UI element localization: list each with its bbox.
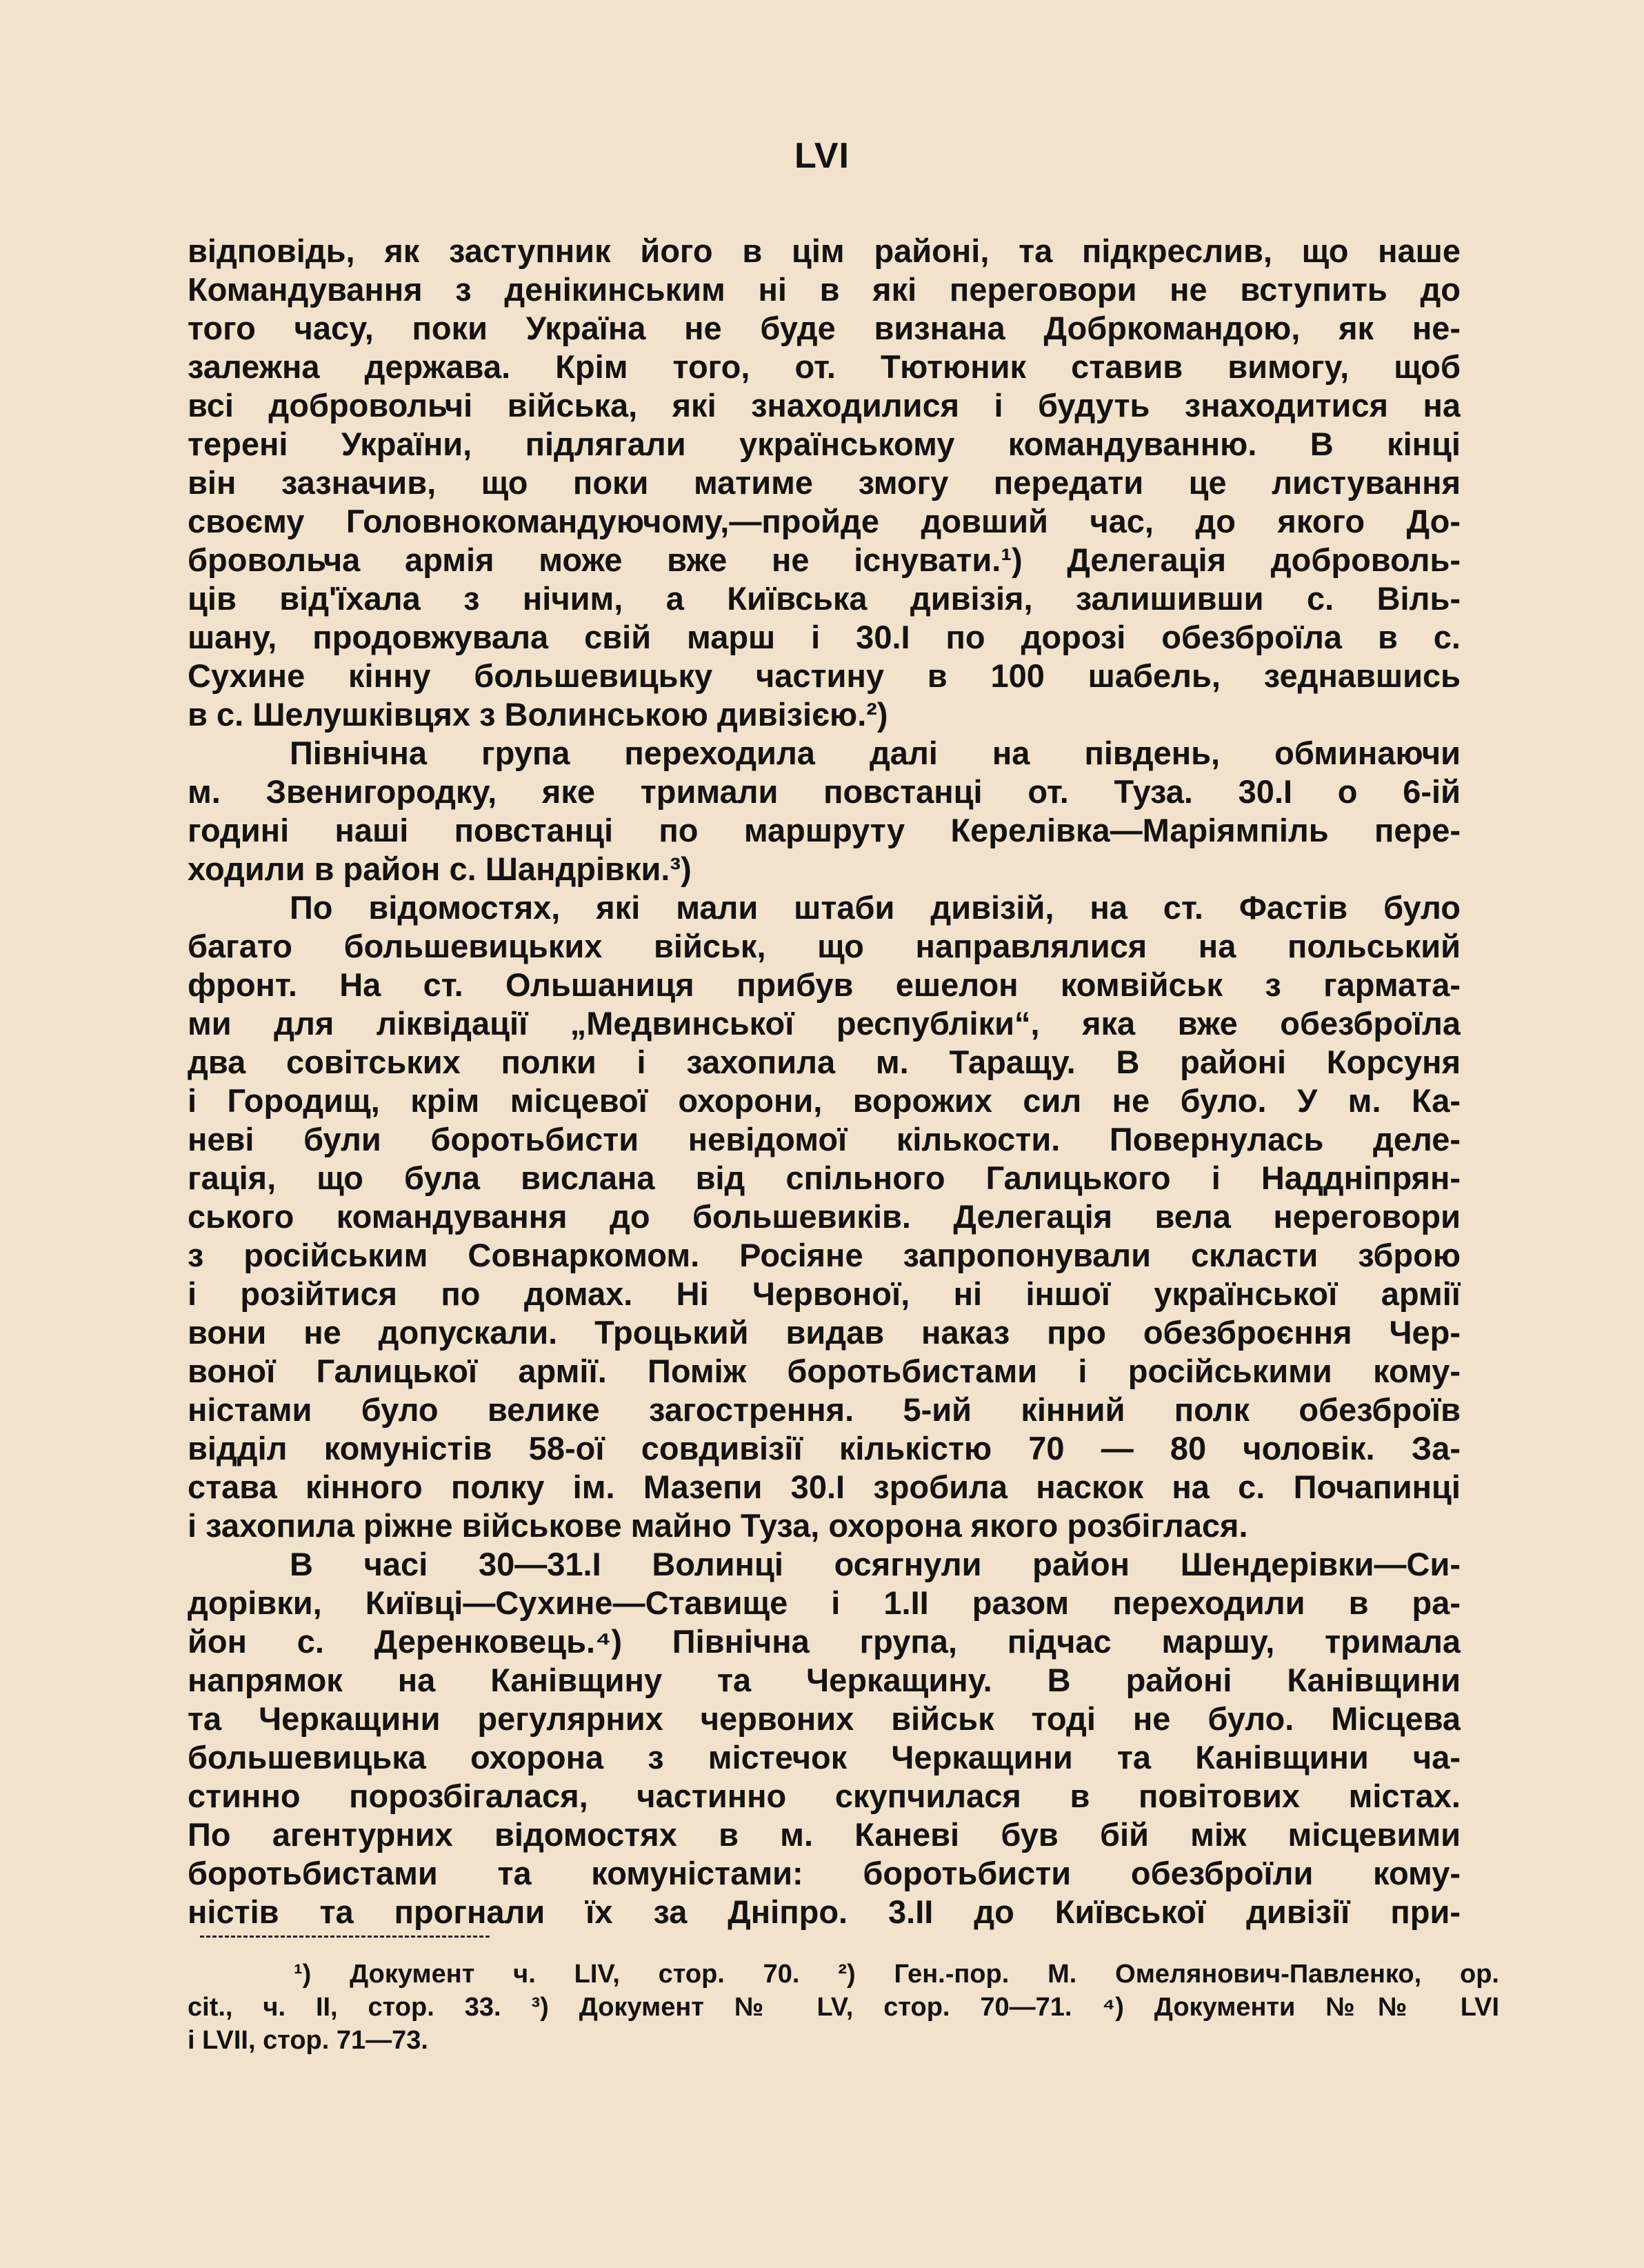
- text-line: Північна група переходила далі на південь, обминаючи: [290, 735, 1461, 771]
- text-line: По агентурних відомостях в м. Каневі був бій між місцевими: [188, 1816, 1461, 1853]
- text-line: ми для ліквідації „Медвинської республіки“, яка вже обезброїла: [188, 1005, 1461, 1042]
- text-line: того часу, поки Україна не буде визнана Добркомандою, як не-: [188, 310, 1461, 346]
- text-line: та Черкащини регулярних червоних військ тоді не було. Місцева: [188, 1700, 1461, 1737]
- text-line: стинно порозбігалася, частинно скупчилася в повітових містах.: [188, 1778, 1461, 1814]
- text-line: В часі 30—31.І Волинці осягнули район Шендерівки—Си-: [290, 1546, 1461, 1582]
- text-line: залежна держава. Крім того, от. Тютюник ставив вимогу, щоб: [188, 348, 1461, 385]
- text-line: неві були боротьбисти невідомої кількости. Повернулась деле-: [188, 1121, 1461, 1157]
- text-line: ців від'їхала з нічим, а Київська дивізія, залишивши с. Віль-: [188, 580, 1461, 617]
- text-line: він зазначив, що поки матиме змогу передати це листування: [188, 464, 1461, 501]
- text-line: ходили в район с. Шандрівки.³): [188, 850, 692, 887]
- text-line: ністів та прогнали їх за Дніпро. 3.ІІ до Київської дивізії при-: [188, 1893, 1461, 1930]
- text-line: і Городищ, крім місцевої охорони, ворожих сил не було. У м. Ка-: [188, 1082, 1461, 1119]
- text-line: ністами було велике загострення. 5-ий кінний полк обезброїв: [188, 1391, 1461, 1428]
- text-line: відповідь, як заступник його в цім районі, та підкреслив, що наше: [188, 232, 1461, 269]
- text-line: з російським Совнаркомом. Росіяне запропонували скласти зброю: [188, 1237, 1461, 1273]
- footnote-line: ¹) Документ ч. LIV, стор. 70. ²) Ген.-пор. М. Омелянович-Павленко, op.: [294, 1960, 1499, 1989]
- text-line: боротьбистами та комуністами: боротьбисти обезброїли кому-: [188, 1855, 1461, 1891]
- text-line: всі добровольчі війська, які знаходилися і будуть знаходитися на: [188, 387, 1461, 424]
- text-line: своєму Головнокомандуючому,—пройде довший час, до якого До-: [188, 503, 1461, 539]
- text-line: дорівки, Київці—Сухине—Ставище і 1.ІІ разом переходили в ра-: [188, 1584, 1461, 1621]
- page-number: LVI: [794, 136, 850, 176]
- text-line: і розійтися по домах. Ні Червоної, ні іншої української армії: [188, 1275, 1461, 1312]
- text-line: става кінного полку ім. Мазепи 30.І зробила наскок на с. Почапинці: [188, 1469, 1461, 1505]
- text-line: гація, що була вислана від спільного Галицького і Наддніпрян-: [188, 1160, 1461, 1196]
- text-line: терені України, підлягали українському командуванню. В кінці: [188, 426, 1461, 462]
- footnote-line: cit., ч. II, стор. 33. ³) Документ № LV, стор. 70—71. ⁴) Документи №№ LVI: [188, 1993, 1499, 2022]
- text-line: шану, продовжувала свій марш і 30.І по дорозі обезброїла в с.: [188, 619, 1461, 655]
- footnote-divider: [200, 1936, 490, 1938]
- text-line: годині наші повстанці по маршруту Керелівка—Маріямпіль пере-: [188, 812, 1461, 848]
- text-line: Командування з денікинським ні в які переговори не вступить до: [188, 271, 1461, 308]
- text-line: большевицька охорона з містечок Черкащини та Канівщини ча-: [188, 1739, 1461, 1775]
- text-line: м. Звенигородку, яке тримали повстанці от. Туза. 30.І о 6-ій: [188, 773, 1461, 810]
- text-line: фронт. На ст. Ольшаниця прибув ешелон комвійськ з гармата-: [188, 966, 1461, 1003]
- text-line: відділ комуністів 58-ої совдивізії кількістю 70 — 80 чоловік. За-: [188, 1430, 1461, 1466]
- text-line: воної Галицької армії. Поміж боротьбистами і російськими кому-: [188, 1353, 1461, 1389]
- footnotes: [188, 1958, 1499, 2057]
- body-text: [188, 232, 1461, 1931]
- text-line: йон с. Деренковець.⁴) Північна група, підчас маршу, тримала: [188, 1623, 1461, 1660]
- text-line: ського командування до большевиків. Делегація вела нереговори: [188, 1198, 1461, 1235]
- text-line: і захопила ріжне військове майно Туза, охорона якого розбіглася.: [188, 1507, 1248, 1544]
- text-line: бровольча армія може вже не існувати.¹) Делегація доброволь-: [188, 541, 1461, 578]
- text-line: два совітських полки і захопила м. Таращу. В районі Корсуня: [188, 1044, 1461, 1080]
- text-line: По відомостях, які мали штаби дивізій, на ст. Фастів було: [290, 889, 1461, 926]
- text-line: в с. Шелушківцях з Волинською дивізією.²): [188, 696, 888, 733]
- text-line: багато большевицьких військ, що направлялися на польський: [188, 928, 1461, 964]
- text-line: Сухине кінну большевицьку частину в 100 шабель, зеднавшись: [188, 657, 1461, 694]
- footnote-line: і LVII, стор. 71—73.: [188, 2026, 428, 2055]
- text-line: напрямок на Канівщину та Черкащину. В районі Канівщини: [188, 1662, 1461, 1698]
- text-line: вони не допускали. Троцький видав наказ про обезброєння Чер-: [188, 1314, 1461, 1351]
